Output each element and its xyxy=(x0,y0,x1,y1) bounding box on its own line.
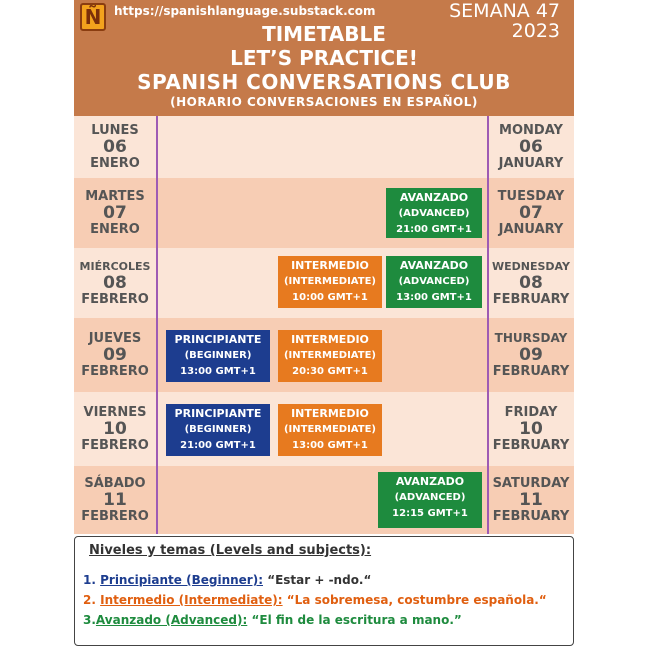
legend-item-beginner xyxy=(83,570,565,590)
slot-intermediate[interactable] xyxy=(278,404,382,456)
logo: Ñ xyxy=(80,3,106,31)
slot-level: AVANZADO xyxy=(395,475,465,488)
day-num-es: 06 xyxy=(103,136,127,157)
legend-label: Avanzado (Advanced): xyxy=(95,613,248,627)
slot-intermediate[interactable] xyxy=(278,330,382,382)
day-es xyxy=(74,116,156,178)
day-es xyxy=(74,178,156,248)
slot-level-en: (ADVANCED) xyxy=(398,276,470,287)
day-num-en: 06 xyxy=(519,136,543,157)
slot-time: 13:00 GMT+1 xyxy=(180,366,256,377)
slot-level-en: (INTERMEDIATE) xyxy=(283,424,376,435)
legend-box xyxy=(74,536,574,646)
legend-topic: “La sobremesa, costumbre española.“ xyxy=(286,593,547,607)
slot-beginner[interactable] xyxy=(166,330,270,382)
day-es xyxy=(74,318,156,392)
title-block xyxy=(74,22,574,110)
slot-level-en: (ADVANCED) xyxy=(398,208,470,219)
day-en xyxy=(488,248,574,318)
slot-time: 20:30 GMT+1 xyxy=(292,366,368,377)
month-es: FEBRERO xyxy=(81,291,149,307)
month-en: FEBRUARY xyxy=(492,291,570,307)
title-subtitle: (HORARIO CONVERSACIONES EN ESPAÑOL) xyxy=(170,95,478,109)
legend-topic: “El fin de la escritura a mano.” xyxy=(251,613,462,627)
slot-level-en: (BEGINNER) xyxy=(184,424,252,435)
day-es xyxy=(74,466,156,534)
month-en: JANUARY xyxy=(498,155,564,171)
day-num-es: 11 xyxy=(103,489,127,510)
row-monday xyxy=(74,116,574,178)
day-es xyxy=(74,392,156,466)
month-es: FEBRERO xyxy=(81,437,149,453)
slot-time: 13:00 GMT+1 xyxy=(292,440,368,451)
legend-item-advanced xyxy=(83,610,565,630)
slot-level-en: (INTERMEDIATE) xyxy=(283,350,376,361)
month-es: FEBRERO xyxy=(81,508,149,524)
day-en xyxy=(488,392,574,466)
day-num-es: 08 xyxy=(103,272,127,293)
legend-num: 1. xyxy=(83,573,96,587)
header xyxy=(74,0,574,116)
day-num-es: 10 xyxy=(103,418,127,439)
day-name-en: TUESDAY xyxy=(497,188,565,204)
month-es: ENERO xyxy=(90,221,140,237)
row-friday xyxy=(74,392,574,466)
slot-level-en: (BEGINNER) xyxy=(184,350,252,361)
legend-title: Niveles y temas (Levels and subjects): xyxy=(89,543,372,558)
day-num-en: 11 xyxy=(519,489,543,510)
slot-intermediate[interactable] xyxy=(278,256,382,308)
slot-advanced[interactable] xyxy=(386,256,482,308)
legend-item-intermediate xyxy=(83,590,565,610)
day-name-en: WEDNESDAY xyxy=(492,259,570,273)
day-num-es: 07 xyxy=(103,202,127,223)
week-year: 2023 xyxy=(511,20,560,42)
day-num-en: 08 xyxy=(519,272,543,293)
day-en xyxy=(488,178,574,248)
slot-level-en: (INTERMEDIATE) xyxy=(283,276,376,287)
slot-time: 12:15 GMT+1 xyxy=(392,508,468,519)
slot-level: INTERMEDIO xyxy=(291,407,369,420)
slot-level: AVANZADO xyxy=(399,191,469,204)
schedule-grid xyxy=(74,116,574,534)
day-name-en: MONDAY xyxy=(499,122,563,138)
slot-time: 13:00 GMT+1 xyxy=(396,292,472,303)
day-es xyxy=(74,248,156,318)
divider-left xyxy=(156,116,158,534)
site-url[interactable]: https://spanishlanguage.substack.com xyxy=(114,4,376,18)
legend-topic: “Estar + -ndo.“ xyxy=(267,573,372,587)
slot-time: 21:00 GMT+1 xyxy=(396,224,472,235)
row-thursday xyxy=(74,318,574,392)
legend-num: 2. xyxy=(83,593,96,607)
day-en xyxy=(488,116,574,178)
slot-level: AVANZADO xyxy=(399,259,469,272)
day-name-es: MIÉRCOLES xyxy=(79,259,151,273)
slot-beginner[interactable] xyxy=(166,404,270,456)
row-tuesday xyxy=(74,178,574,248)
slot-level: PRINCIPIANTE xyxy=(174,333,262,346)
row-saturday xyxy=(74,466,574,534)
slot-time: 10:00 GMT+1 xyxy=(292,292,368,303)
timetable-page xyxy=(74,0,574,648)
slot-level: INTERMEDIO xyxy=(291,259,369,272)
day-name-es: VIERNES xyxy=(83,404,147,420)
slot-level: PRINCIPIANTE xyxy=(174,407,262,420)
day-name-en: THURSDAY xyxy=(494,330,568,345)
slot-advanced[interactable] xyxy=(386,188,482,238)
legend-label: Intermedio (Intermediate): xyxy=(100,593,283,607)
title-club: SPANISH CONVERSATIONS CLUB xyxy=(137,70,511,94)
day-num-en: 09 xyxy=(519,344,543,365)
day-name-en: SATURDAY xyxy=(492,475,570,491)
slot-level-en: (ADVANCED) xyxy=(394,492,466,503)
row-wednesday xyxy=(74,248,574,318)
month-en: FEBRUARY xyxy=(492,508,570,524)
day-name-en: FRIDAY xyxy=(504,404,558,420)
slot-advanced[interactable] xyxy=(378,472,482,528)
day-en xyxy=(488,466,574,534)
slot-level: INTERMEDIO xyxy=(291,333,369,346)
day-num-en: 07 xyxy=(519,202,543,223)
day-name-es: SÁBADO xyxy=(84,475,146,491)
day-num-en: 10 xyxy=(519,418,543,439)
day-en xyxy=(488,318,574,392)
title-timetable: TIMETABLE xyxy=(262,22,386,46)
month-en: FEBRUARY xyxy=(492,363,570,379)
day-name-es: LUNES xyxy=(91,122,139,138)
month-es: ENERO xyxy=(90,155,140,171)
month-es: FEBRERO xyxy=(81,363,149,379)
legend-num: 3. xyxy=(83,613,96,627)
legend-label: Principiante (Beginner): xyxy=(100,573,263,587)
day-name-es: JUEVES xyxy=(88,330,142,346)
month-en: JANUARY xyxy=(498,221,564,237)
week-number: SEMANA 47 xyxy=(449,0,560,22)
divider-right xyxy=(487,116,489,534)
title-practice: LET’S PRACTICE! xyxy=(230,46,418,70)
month-en: FEBRUARY xyxy=(492,437,570,453)
day-num-es: 09 xyxy=(103,344,127,365)
slot-time: 21:00 GMT+1 xyxy=(180,440,256,451)
day-name-es: MARTES xyxy=(85,188,145,204)
